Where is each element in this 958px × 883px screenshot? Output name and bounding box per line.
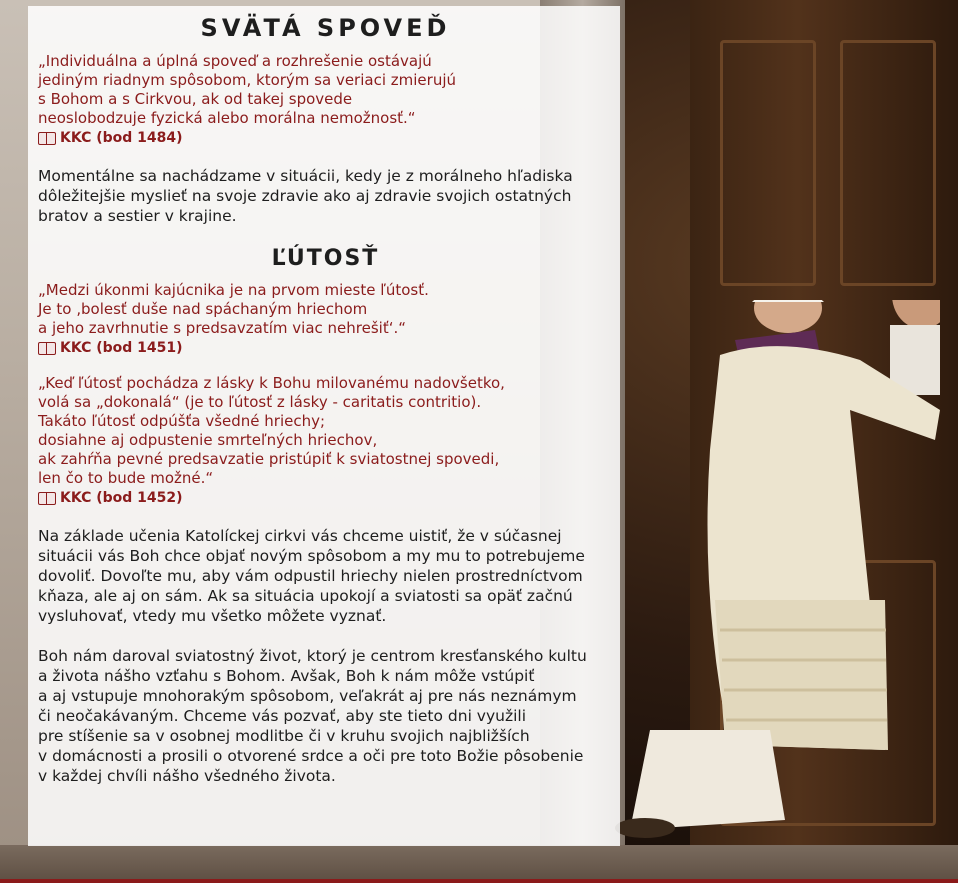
- quote-line: „Keď ľútosť pochádza z lásky k Bohu milovanému nadovšetko,: [38, 374, 505, 392]
- quote-line: neoslobodzuje fyzická alebo morálna nemožnosť.“: [38, 109, 416, 127]
- title-contrition: ĽÚTOSŤ: [271, 246, 380, 271]
- book-icon: [38, 342, 56, 354]
- text-line: bratov a sestier v krajine.: [38, 207, 237, 225]
- text-line: situácii vás Boh chce objať novým spôsobom a my mu to potrebujeme: [38, 547, 585, 565]
- text-line: dovoliť. Dovoľte mu, aby vám odpustil hriechy nielen prostredníctvom: [38, 567, 583, 585]
- text-line: vysluhovať, vtedy mu všetko môžete vyznať.: [38, 607, 387, 625]
- reference-1451: [38, 340, 613, 356]
- text-line: pre stíšenie sa v osobnej modlitbe či v kruhu svojich najbližších: [38, 727, 530, 745]
- text-line: kňaza, ale aj on sám. Ak sa situácia upokojí a sviatosti sa opäť začnú: [38, 587, 573, 605]
- reference-1452: [38, 490, 613, 506]
- reference-label: KKC (bod 1452): [60, 490, 183, 506]
- paragraph-teaching: [38, 526, 613, 626]
- reference-label: KKC (bod 1484): [60, 130, 183, 146]
- quote-line: „Individuálna a úplná spoveď a rozhrešenie ostávajú: [38, 52, 432, 70]
- kneeling-figure: [610, 300, 940, 840]
- text-line: či neočakávaným. Chceme vás pozvať, aby ste tieto dni využili: [38, 707, 527, 725]
- quote-1451: [38, 281, 613, 338]
- quote-line: dosiahne aj odpustenie smrteľných hriechov,: [38, 431, 378, 449]
- quote-1484: [38, 52, 613, 128]
- text-line: v každej chvíli nášho všedného života.: [38, 767, 336, 785]
- title-confession: SVÄTÁ SPOVEĎ: [200, 14, 451, 42]
- quote-line: jediným riadnym spôsobom, ktorým sa veriaci zmierujú: [38, 71, 457, 89]
- paragraph-sacramental-life: [38, 646, 613, 786]
- quote-line: „Medzi úkonmi kajúcnika je na prvom mieste ľútosť.: [38, 281, 429, 299]
- text-line: v domácnosti a prosili o otvorené srdce a oči pre toto Božie pôsobenie: [38, 747, 584, 765]
- quote-line: volá sa „dokonalá“ (je to ľútosť z lásky - caritatis contritio).: [38, 393, 482, 411]
- quote-1452: [38, 374, 613, 488]
- paragraph-situation: [38, 166, 613, 226]
- reference-label: KKC (bod 1451): [60, 340, 183, 356]
- quote-line: len čo to bude možné.“: [38, 469, 214, 487]
- book-icon: [38, 492, 56, 504]
- quote-line: a jeho zavrhnutie s predsavzatím viac nehrešiť‘.“: [38, 319, 407, 337]
- quote-line: Takáto ľútosť odpúšťa všedné hriechy;: [38, 412, 326, 430]
- reference-1484: [38, 130, 613, 146]
- text-line: dôležitejšie myslieť na svoje zdravie ako aj zdravie svojich ostatných: [38, 187, 572, 205]
- text-line: Boh nám daroval sviatostný život, ktorý je centrom kresťanského kultu: [38, 647, 587, 665]
- text-line: Momentálne sa nachádzame v situácii, kedy je z morálneho hľadiska: [38, 167, 573, 185]
- quote-line: ak zahŕňa pevné predsavzatie pristúpiť k sviatostnej spovedi,: [38, 450, 500, 468]
- book-icon: [38, 132, 56, 144]
- accent-line: [0, 879, 958, 883]
- text-line: a aj vstupuje mnohorakým spôsobom, veľakrát aj pre nás neznámym: [38, 687, 577, 705]
- content-column: [38, 14, 613, 786]
- church-floor: [0, 845, 958, 883]
- quote-line: Je to ‚bolesť duše nad spáchaným hriechom: [38, 300, 368, 318]
- text-line: a života nášho vzťahu s Bohom. Avšak, Boh k nám môže vstúpiť: [38, 667, 535, 685]
- quote-line: s Bohom a s Cirkvou, ak od takej spovede: [38, 90, 353, 108]
- text-line: Na základe učenia Katolíckej cirkvi vás chceme uistiť, že v súčasnej: [38, 527, 562, 545]
